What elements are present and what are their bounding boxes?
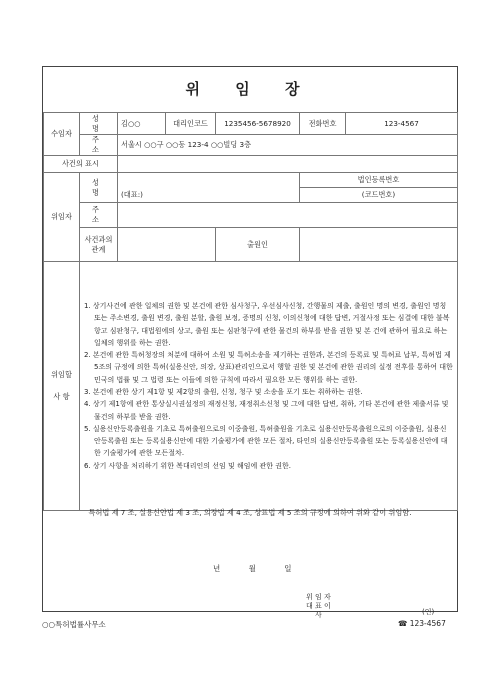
signature-line3: 사 <box>314 611 322 619</box>
power-of-attorney-form <box>42 66 458 619</box>
relation-value <box>118 228 216 262</box>
statute-text: 특허법 제 7 조, 실용신안법 제 3 조, 의장법 제 4 조, 상표법 제 5 조의 규정에 의하여 위와 같이 위임함. <box>88 508 412 517</box>
firm-name: ○○특허법률사무소 <box>42 620 106 629</box>
signature-block <box>306 593 331 620</box>
date-day: 일 <box>284 564 292 573</box>
list-item: 6. 상기 사항을 처리하기 위한 복대리인의 선임 및 해임에 관한 권한. <box>84 461 291 470</box>
delegated-matters-label: 위임할 사 항 <box>44 262 80 511</box>
date-line <box>213 563 318 574</box>
relation-label: 사건과의 관계 <box>80 228 118 262</box>
list-item: 2. 본건에 관한 특허청장의 처분에 대하여 소원 및 특허소송을 제기하는 권한과, 본건의 등록료 및 특허료 납부, 특허법 제5조의 규정에 의한 특허(실용신안, 의장, 상표)관리인으로서 행할 권한 및 본건에 관한 권리의 실정 전후를 통하여 대한민국의 법률 및 그 법령 또는 이들에 의한 규칙에 따라서 필요한 모든 행위를 하는 권한. <box>84 351 453 384</box>
corp-reg-label: 법인등록번호 <box>300 173 458 188</box>
delegator-name-label: 성 명 <box>80 173 118 203</box>
agent-code-value: 1235456-5678920 <box>216 113 300 135</box>
agent-code-label: 대리인코드 <box>166 113 216 135</box>
signature-line2: 대 표 이 <box>306 602 331 610</box>
delegator-name-value <box>118 173 300 188</box>
signature-line1: 위 임 자 <box>306 593 331 601</box>
list-item: 1. 상기사건에 관한 일체의 권한 및 본건에 관한 심사청구, 우선심사신청, 간행물의 제출, 출원인 명의 변경, 출원인 명칭 또는 주소변경, 출원 변경, 출원 분할, 출원 보정, 증명의 신청, 이의신청에 대한 답변, 거절사정 또는 심결에 대한 불복항고 심판청구, 대법원에의 상고, 출원 또는 심판청구에 관한 물건의 하부를 받을 권한 및 본 건에 관하여 필요로 하는 일체의 행위를 하는 권한. <box>84 301 450 347</box>
delegator-label: 위임자 <box>44 173 80 262</box>
principal-name-label: 성 명 <box>80 113 118 135</box>
list-item: 4. 상기 제1항에 관한 통상실시권설정의 재정신청, 재정취소신청 및 그에 대한 답변, 취하, 기타 본건에 관한 제출서류 및 물건의 하부를 받을 권한. <box>84 400 449 421</box>
delegator-address-value <box>118 203 458 228</box>
list-item: 3. 본건에 관한 상기 제1항 및 제2항의 출원, 신청, 청구 및 소송을 포기 또는 취하하는 권한. <box>84 388 363 396</box>
delegator-address-label: 주 소 <box>80 203 118 228</box>
form-table <box>43 112 458 511</box>
appointed-label: 출원인 <box>216 228 300 262</box>
appointed-value <box>300 228 458 262</box>
case-value <box>118 156 458 173</box>
page-title: 위 임 장 <box>185 80 315 98</box>
phone-label: 전화번호 <box>300 113 346 135</box>
firm-phone: ☎ 123-4567 <box>398 619 446 628</box>
code-number-label: (코드번호) <box>300 188 458 203</box>
principal-label: 수임자 <box>44 113 80 156</box>
principal-name-value: 김○○ <box>118 113 166 135</box>
date-month: 월 <box>248 564 256 573</box>
delegated-items <box>80 262 458 511</box>
principal-address-value: 서울시 ○○구 ○○동 123-4 ○○빌딩 3층 <box>118 135 458 156</box>
date-year: 년 <box>213 564 221 573</box>
phone-value: 123-4567 <box>346 113 458 135</box>
representative-label: (대표:) <box>118 188 300 203</box>
case-label: 사건의 표시 <box>44 156 118 173</box>
principal-address-label: 주 소 <box>80 135 118 156</box>
seal-mark: (인) <box>422 608 435 616</box>
list-item: 5. 실용신안등록출원을 기초로 특허출원으로의 이중출원, 특허출원을 기초로 실용신안등록출원으로의 이중출원, 실용신안등록출원 또는 등록실용신안에 대한 기술평가에 관한 모든 절차, 타인의 실용신안등록출원 또는 등록실용신안에 대한 기술평가에 관한 모든절차. <box>84 424 448 458</box>
